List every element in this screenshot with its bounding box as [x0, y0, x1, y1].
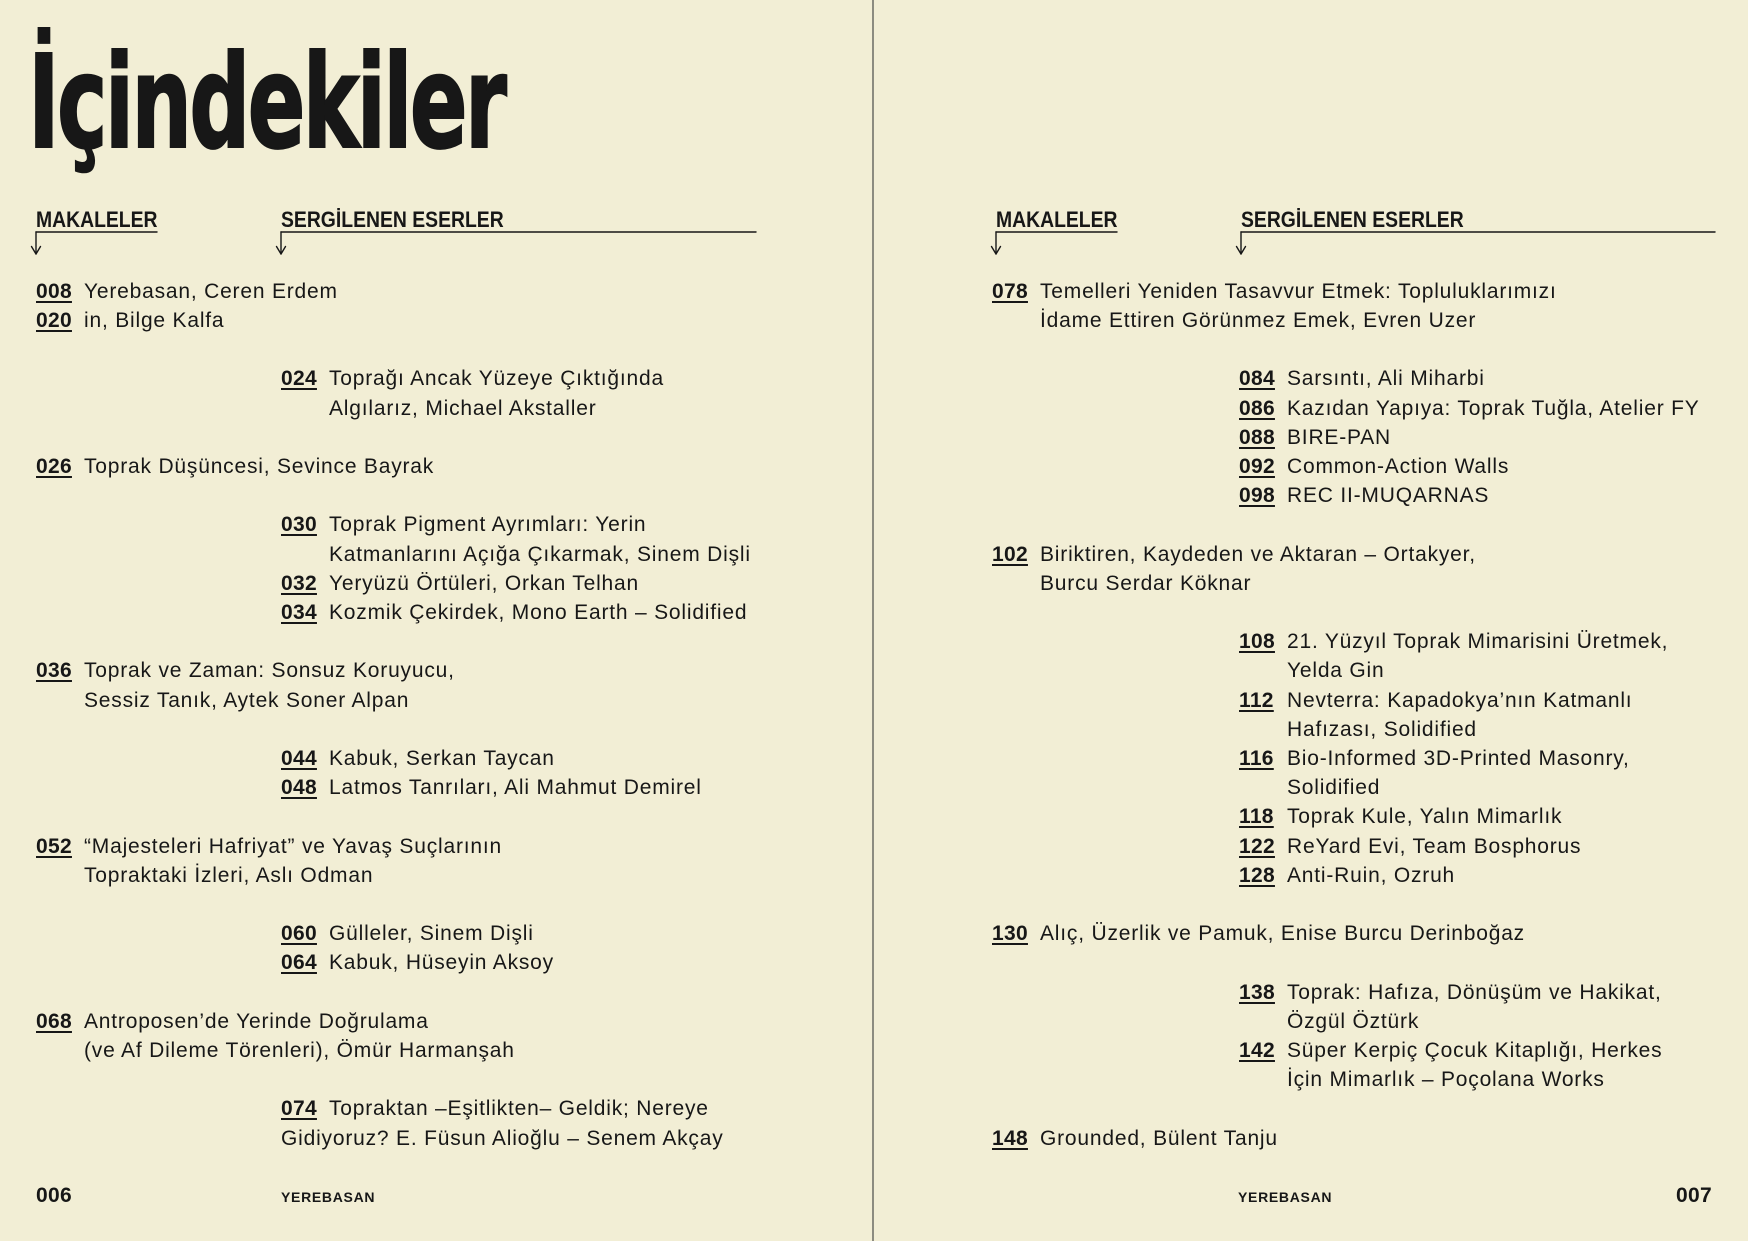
toc-entry: [992, 277, 1557, 335]
page-ref-number: 036: [36, 659, 72, 683]
page-ref-number: 084: [1239, 367, 1275, 391]
page-ref-number: 068: [36, 1009, 72, 1033]
entry-title: Gülleler, Sinem Dişli: [329, 922, 534, 946]
down-arrow-icon-head: [1237, 247, 1246, 255]
page-ref-number: 008: [36, 279, 72, 303]
toc-entry: [36, 306, 224, 335]
entry-title: 21. Yüzyıl Toprak Mimarisini Üretmek,: [1287, 630, 1669, 654]
entry-title: REC II-MUQARNAS: [1287, 484, 1490, 508]
toc-entry: [36, 452, 434, 481]
page-ref-number: 078: [992, 279, 1028, 303]
page-ref-number: 116: [1239, 747, 1274, 770]
entry-title: Toprak: Hafıza, Dönüşüm ve Hakikat,: [1287, 980, 1662, 1004]
toc-entry: [36, 656, 455, 714]
page-ref-number: 118: [1239, 805, 1274, 829]
entry-title: Nevterra: Kapadokya’nın Katmanlı: [1287, 688, 1633, 712]
toc-entry: [281, 744, 555, 773]
page-number: 006: [36, 1184, 72, 1207]
down-arrow-icon-head: [277, 247, 286, 255]
toc-entry: [36, 1007, 515, 1065]
entry-title-continued: Hafızası, Solidified: [1287, 717, 1477, 741]
page-ref-number: 034: [281, 601, 317, 624]
page-number: 007: [1676, 1184, 1712, 1207]
entry-title-continued: Sessiz Tanık, Aytek Soner Alpan: [84, 688, 410, 712]
page-ref-number: 048: [281, 776, 317, 800]
entry-title: Alıç, Üzerlik ve Pamuk, Enise Burcu Derinboğaz: [1040, 922, 1525, 946]
toc-entry: [1239, 1036, 1662, 1094]
entry-title-continued: Katmanlarını Açığa Çıkarmak, Sinem Dişli: [329, 542, 751, 566]
entry-title: Kozmik Çekirdek, Mono Earth – Solidified: [329, 601, 748, 624]
page-ref-number: 112: [1239, 688, 1274, 712]
toc-entry: [1239, 802, 1562, 831]
entry-title: Latmos Tanrıları, Ali Mahmut Demirel: [329, 776, 702, 800]
toc-entry: [281, 919, 534, 948]
page-ref-number: 064: [281, 951, 317, 975]
publication-name: YEREBASAN: [1238, 1189, 1333, 1205]
toc-entry: [281, 1094, 724, 1152]
page-ref-number: 102: [992, 542, 1028, 566]
page-ref-number: 128: [1239, 863, 1275, 887]
page-ref-number: 130: [992, 922, 1028, 946]
toc-entry: [36, 277, 338, 306]
page-ref-number: 086: [1239, 396, 1275, 420]
toc-entry: [1239, 627, 1668, 685]
down-arrow-icon-head: [32, 247, 41, 255]
entry-title-continued: (ve Af Dileme Törenleri), Ömür Harmanşah: [84, 1038, 515, 1062]
page-ref-number: 088: [1239, 425, 1275, 449]
toc-entry: [1239, 978, 1662, 1036]
entry-title: BIRE-PAN: [1287, 425, 1392, 449]
page-ref-number: 138: [1239, 980, 1275, 1004]
page-ref-number: 122: [1239, 834, 1275, 858]
entry-title: Common-Action Walls: [1287, 455, 1510, 478]
entry-title: ReYard Evi, Team Bosphorus: [1287, 834, 1582, 858]
toc-entry: [281, 364, 664, 422]
entry-title-continued: Özgül Öztürk: [1287, 1009, 1420, 1033]
toc-entry: [992, 919, 1525, 948]
page-ref-number: 148: [992, 1126, 1028, 1150]
page-ref-number: 026: [36, 455, 72, 478]
toc-entry: [1239, 364, 1485, 393]
down-arrow-icon-head: [992, 247, 1001, 255]
page-ref-number: 060: [281, 922, 317, 946]
entry-title: Temelleri Yeniden Tasavvur Etmek: Topluluklarımızı: [1040, 279, 1557, 303]
entry-title-continued: İdame Ettiren Görünmez Emek, Evren Uzer: [1040, 308, 1477, 332]
toc-entry: [281, 598, 747, 627]
entry-title: Kabuk, Serkan Taycan: [329, 747, 555, 770]
entry-title-continued: Burcu Serdar Köknar: [1040, 571, 1252, 595]
toc-entry: [281, 948, 554, 977]
page-ref-number: 032: [281, 571, 317, 595]
page-ref-number: 030: [281, 513, 317, 537]
toc-entry: [1239, 452, 1509, 481]
page-ref-number: 142: [1239, 1039, 1275, 1062]
entry-title: Sarsıntı, Ali Miharbi: [1287, 367, 1485, 391]
toc-entry: [281, 510, 751, 568]
toc-entry: [1239, 744, 1630, 802]
page-ref-number: 092: [1239, 455, 1275, 478]
entry-title: Toprağı Ancak Yüzeye Çıktığında: [329, 367, 664, 391]
toc-entry: [992, 1124, 1278, 1153]
entry-title: in, Bilge Kalfa: [84, 309, 225, 332]
page-title: İçindekiler: [28, 28, 505, 178]
toc-entry: [281, 773, 702, 802]
toc-entry: [1239, 394, 1700, 423]
entry-title: Biriktiren, Kaydeden ve Aktaran – Ortakyer,: [1040, 542, 1476, 566]
entry-title: Anti-Ruin, Ozruh: [1287, 863, 1456, 887]
toc-entry: [1239, 861, 1455, 890]
entry-title-continued: İçin Mimarlık – Poçolana Works: [1287, 1068, 1605, 1092]
page-ref-number: 020: [36, 309, 72, 332]
toc-entry: [1239, 423, 1391, 452]
entry-title: Toprak ve Zaman: Sonsuz Koruyucu,: [84, 659, 455, 683]
entry-title-continued: Yelda Gin: [1287, 659, 1385, 683]
entry-title: Topraktan –Eşitlikten– Geldik; Nereye: [329, 1097, 709, 1121]
section-header-exhibits: SERGİLENEN ESERLER: [1241, 207, 1464, 232]
entry-title-continued: Solidified: [1287, 776, 1381, 800]
toc-entry: [1239, 686, 1632, 744]
entry-title: Kazıdan Yapıya: Toprak Tuğla, Atelier FY: [1287, 396, 1700, 420]
entry-title-continued: Gidiyoruz? E. Füsun Alioğlu – Senem Akçay: [281, 1126, 724, 1150]
entry-title: Toprak Düşüncesi, Sevince Bayrak: [84, 455, 435, 478]
entry-title: Süper Kerpiç Çocuk Kitaplığı, Herkes: [1287, 1039, 1663, 1062]
entry-title: Antroposen’de Yerinde Doğrulama: [84, 1009, 429, 1033]
page-ref-number: 074: [281, 1097, 317, 1121]
section-header-exhibits: SERGİLENEN ESERLER: [281, 207, 504, 232]
entry-title: Toprak Pigment Ayrımları: Yerin: [329, 513, 647, 537]
section-header-articles: MAKALELER: [36, 207, 158, 232]
entry-title: Kabuk, Hüseyin Aksoy: [329, 951, 554, 975]
page-ref-number: 052: [36, 834, 72, 858]
toc-entry: [1239, 481, 1489, 510]
entry-title-continued: Algılarız, Michael Akstaller: [329, 396, 597, 420]
toc-entry: [281, 569, 639, 598]
page-ref-number: 098: [1239, 484, 1275, 508]
entry-title: Bio-Informed 3D-Printed Masonry,: [1287, 747, 1630, 770]
page-ref-number: 044: [281, 747, 317, 770]
entry-title-continued: Topraktaki İzleri, Aslı Odman: [84, 863, 374, 887]
entry-title: Grounded, Bülent Tanju: [1040, 1126, 1278, 1150]
publication-name: YEREBASAN: [281, 1189, 376, 1205]
toc-entry: [1239, 832, 1581, 861]
entry-title: “Majesteleri Hafriyat” ve Yavaş Suçlarının: [84, 834, 502, 858]
entry-title: Yerebasan, Ceren Erdem: [84, 279, 338, 303]
page-ref-number: 108: [1239, 630, 1275, 654]
section-header-articles: MAKALELER: [996, 207, 1118, 232]
toc-entry: [36, 832, 502, 890]
toc-entry: [992, 540, 1476, 598]
entry-title: Yeryüzü Örtüleri, Orkan Telhan: [329, 571, 639, 595]
page-ref-number: 024: [281, 367, 317, 391]
entry-title: Toprak Kule, Yalın Mimarlık: [1287, 805, 1563, 829]
